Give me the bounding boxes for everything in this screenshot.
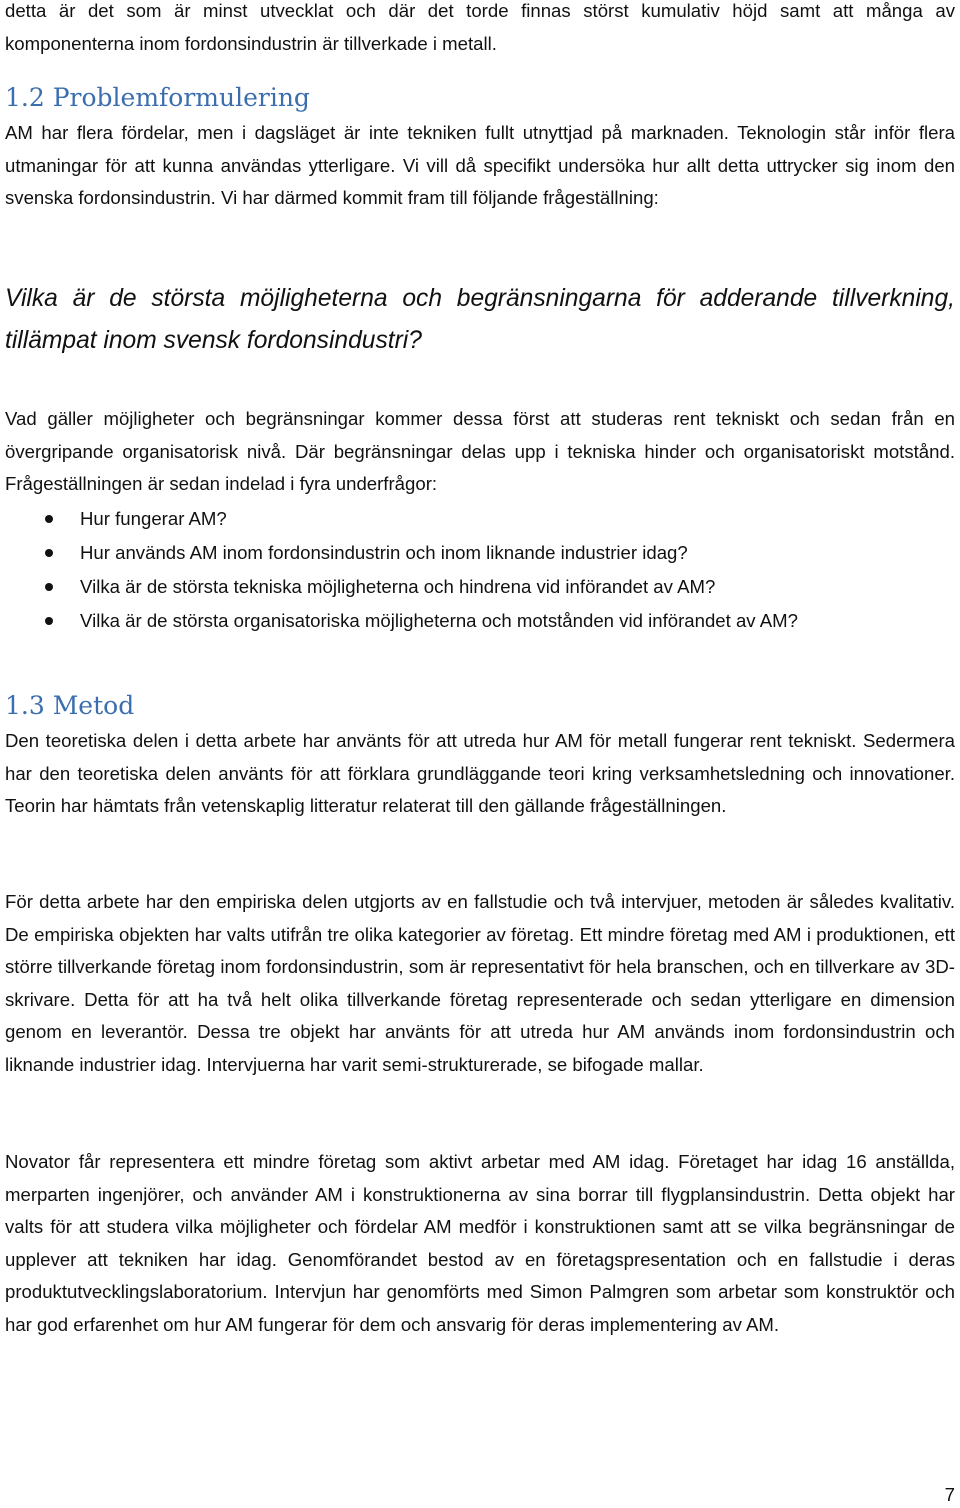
bullet-icon <box>45 549 53 557</box>
list-item <box>0 502 950 536</box>
section-heading-metod: 1.3 Metod <box>5 691 135 720</box>
page-number: 7 <box>944 1484 955 1505</box>
subquestion-list <box>0 502 950 638</box>
list-item <box>0 536 950 570</box>
limitations-paragraph: Vad gäller möjligheter och begränsningar kommer dessa först att studeras rent tekniskt och sedan från en övergripande organisatorisk nivå. Där begränsningar delas upp i tekniska hinder och organisatoriskt motstånd. Frågeställningen är sedan indelad i fyra underfrågor: <box>5 408 955 494</box>
subquestion-text: Hur används AM inom fordonsindustrin och inom liknande industrier idag? <box>80 542 688 563</box>
list-item <box>0 570 950 604</box>
list-item <box>0 604 950 638</box>
method-paragraph-theory: Den teoretiska delen i detta arbete har använts för att utreda hur AM för metall fungerar rent tekniskt. Sedermera har den teoretiska delen använts för att förklara grundläggande teori kring verksamhetsledning och innovationer. Teorin har hämtats från vetenskaplig litteratur relaterat till den gällande frågeställningen. <box>5 730 955 816</box>
method-paragraph-empirical: För detta arbete har den empiriska delen utgjorts av en fallstudie och två intervjuer, metoden är således kvalitativ. De empiriska objekten har valts utifrån tre olika kategorier av företag. Ett mindre företag med AM i produktionen, ett större tillverkande företag inom fordonsindustrin, som är representativt för hela branschen, och en tillverkare av 3D-skrivare. Detta för att ha två helt olika tillverkande företag representerade och sedan ytterligare en dimension genom en leverantör. Dessa tre objekt har använts för att utreda hur AM används inom fordonsindustrin och liknande industrier idag. Intervjuerna har varit semi-strukturerade, se bifogade mallar. <box>5 891 955 1075</box>
intro-paragraph: detta är det som är minst utvecklat och där det torde finnas störst kumulativ höjd samt att många av komponenterna inom fordonsindustrin är tillverkade i metall. <box>5 0 955 54</box>
research-question: Vilka är de största möjligheterna och begränsningarna för adderande tillverkning, tillämpat inom svensk fordonsindustri? <box>5 285 955 354</box>
method-paragraph-novator: Novator får representera ett mindre företag som aktivt arbetar med AM idag. Företaget har idag 16 anställda, merparten ingenjörer, och använder AM i konstruktionerna av sina borrar till flygplansindustrin. Detta objekt har valts för att studera vilka möjligheter och fördelar AM medför i konstruktionen samt att se vilka begränsningar de upplever att tekniken har idag. Genomförandet bestod av en företagspresentation och en fallstudie i deras produktutvecklingslaboratorium. Intervjun har genomförts med Simon Palmgren som arbetar som konstruktör och har god erfarenhet om hur AM fungerar för dem och ansvarig för deras implementering av AM. <box>5 1151 955 1335</box>
section-heading-problemformulering: 1.2 Problemformulering <box>5 83 310 112</box>
subquestion-text: Vilka är de största tekniska möjligheterna och hindrena vid införandet av AM? <box>80 576 716 597</box>
subquestion-text: Hur fungerar AM? <box>80 508 227 529</box>
problem-paragraph: AM har flera fördelar, men i dagsläget är inte tekniken fullt utnyttjad på marknaden. Teknologin står inför flera utmaningar för att kunna användas ytterligare. Vi vill då specifikt undersöka hur allt detta uttrycker sig inom den svenska fordonsindustrin. Vi har därmed kommit fram till följande frågeställning: <box>5 122 955 208</box>
bullet-icon <box>45 515 53 523</box>
subquestion-text: Vilka är de största organisatoriska möjligheterna och motstånden vid införandet av AM? <box>80 610 798 631</box>
bullet-icon <box>45 617 53 625</box>
bullet-icon <box>45 583 53 591</box>
